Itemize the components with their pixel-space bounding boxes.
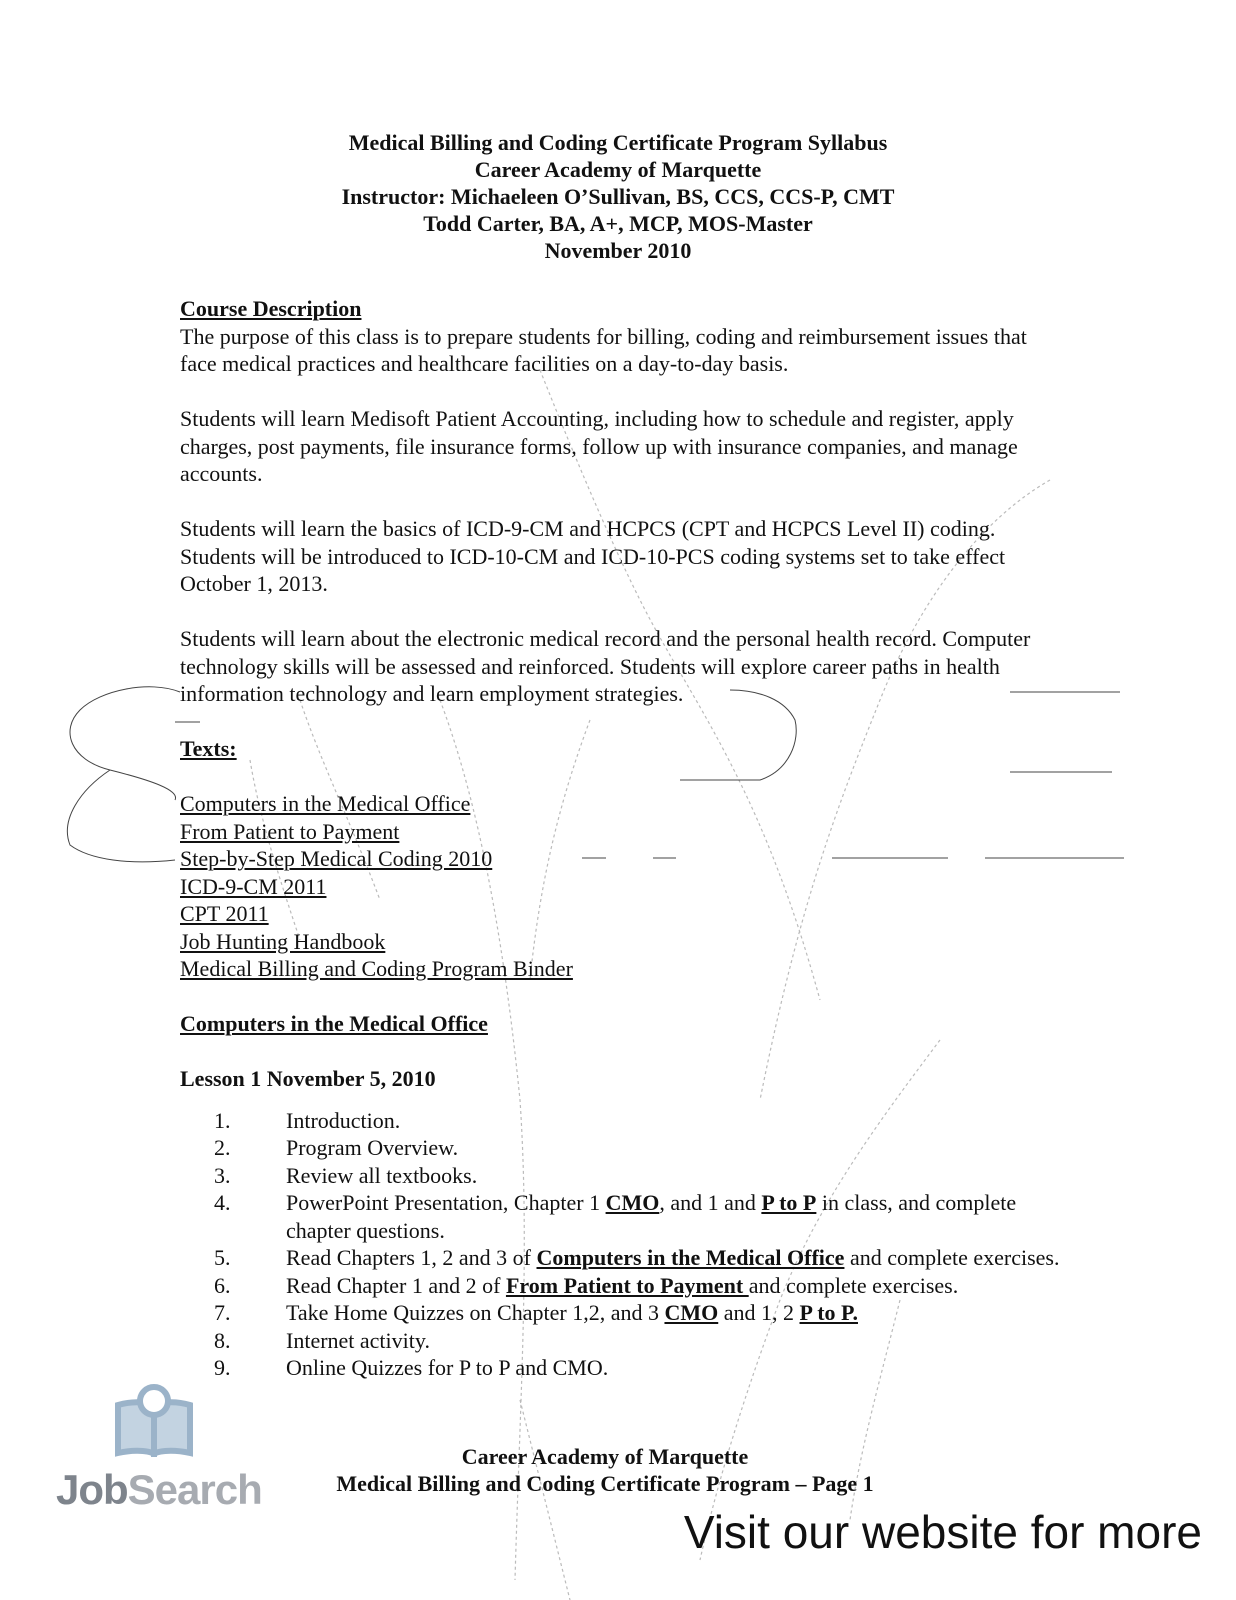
text-item: Medical Billing and Coding Program Binder — [180, 956, 573, 981]
description-paragraph: The purpose of this class is to prepare students for billing, coding and reimbursement issues that face medical practices and healthcare facilities on a day-to-day basis. — [180, 323, 1027, 376]
lesson-title: Lesson 1 November 5, 2010 — [180, 1066, 436, 1091]
instructor-line: Instructor: Michaeleen O’Sullivan, BS, CCS, CCS-P, CMT — [341, 184, 895, 209]
lesson-item-text: Read Chapters 1, 2 and 3 of — [286, 1245, 537, 1270]
coinstructor-line: Todd Carter, BA, A+, MCP, MOS-Master — [423, 211, 813, 236]
lesson-item-number: 1. — [214, 1107, 231, 1133]
text-item: From Patient to Payment — [180, 818, 400, 844]
textbook-reference: From Patient to Payment — [505, 1272, 749, 1298]
textbook-reference: P to P — [761, 1190, 817, 1215]
text-item: Computers in the Medical Office — [180, 791, 471, 816]
texts-list — [180, 790, 1060, 983]
lesson-item — [180, 1354, 1060, 1382]
lesson-item-text: Take Home Quizzes on Chapter 1,2, and 3 — [286, 1300, 665, 1325]
lesson-item-text: and complete exercises. — [844, 1245, 1060, 1270]
lesson-item-text: PowerPoint Presentation, Chapter 1 — [286, 1190, 606, 1215]
description-paragraph: Students will learn the basics of ICD-9-CM and HCPCS (CPT and HCPCS Level II) coding. Students will be introduced to ICD-10-CM and ICD-10-PCS coding systems set to take effect October 1, 2013. — [180, 516, 1006, 596]
text-item: ICD-9-CM 2011 — [180, 873, 327, 899]
syllabus-body — [180, 295, 1060, 1382]
lesson-item-text: Online Quizzes for P to P and CMO. — [286, 1355, 609, 1380]
lesson-item-text: Review all textbooks. — [286, 1162, 478, 1188]
lesson-item — [180, 1299, 1060, 1327]
syllabus-header — [0, 129, 1236, 264]
textbook-reference: CMO — [664, 1300, 719, 1325]
lesson-item — [180, 1107, 1060, 1135]
texts-heading: Texts: — [180, 736, 237, 761]
textbook-reference: P to P. — [799, 1300, 858, 1325]
course-description-heading: Course Description — [180, 296, 362, 321]
footer-program-page: Medical Billing and Coding Certificate Program – Page 1 — [336, 1471, 874, 1496]
lesson-item — [180, 1244, 1060, 1272]
lesson-item-number: 8. — [214, 1327, 231, 1353]
program-title: Medical Billing and Coding Certificate Program Syllabus — [348, 130, 888, 155]
description-paragraph: Students will learn Medisoft Patient Accounting, including how to schedule and register, apply charges, post payments, file insurance forms, follow up with insurance companies, and manage accounts. — [180, 406, 1018, 486]
lesson-item — [180, 1134, 1060, 1162]
section-heading: Computers in the Medical Office — [180, 1011, 488, 1036]
description-paragraph: Students will learn about the electronic medical record and the personal health record. Computer technology skills will be assessed and reinforced. Students will explore career paths in health information technology and learn employment strategies. — [180, 626, 1031, 706]
footer-school: Career Academy of Marquette — [461, 1444, 749, 1469]
lesson-item — [180, 1272, 1060, 1300]
lesson-item-number: 3. — [214, 1162, 231, 1188]
school-name: Career Academy of Marquette — [474, 157, 762, 182]
visit-website-banner[interactable]: Visit our website for more — [683, 1506, 1202, 1558]
lesson-item-text: and 1, 2 — [718, 1300, 800, 1325]
lesson-item-number: 9. — [214, 1355, 231, 1380]
lesson-item-text: Internet activity. — [286, 1327, 430, 1353]
lesson-item-text: Program Overview. — [286, 1135, 459, 1160]
lesson-item-number: 4. — [214, 1190, 231, 1215]
lesson-item — [180, 1189, 1060, 1244]
lesson-item-text: Read Chapter 1 and 2 of — [286, 1272, 506, 1298]
lesson-item — [180, 1162, 1060, 1190]
text-item: Job Hunting Handbook — [180, 928, 386, 954]
lesson-item-text: in class, and complete chapter questions. — [286, 1190, 1017, 1243]
lesson-item-text: , and 1 and — [659, 1190, 762, 1215]
text-item: Step-by-Step Medical Coding 2010 — [180, 846, 493, 871]
lesson-item-number: 5. — [214, 1245, 231, 1270]
lesson-item-number: 6. — [214, 1272, 231, 1298]
lesson-item-text: Introduction. — [286, 1107, 401, 1133]
textbook-reference: CMO — [605, 1190, 660, 1215]
lesson-item-number: 2. — [214, 1135, 231, 1160]
syllabus-date: November 2010 — [544, 238, 692, 263]
text-item: CPT 2011 — [180, 901, 269, 926]
lesson-item-text: and complete exercises. — [748, 1272, 959, 1298]
lesson-item-number: 7. — [214, 1300, 231, 1325]
textbook-reference: Computers in the Medical Office — [536, 1245, 845, 1270]
lesson-list — [180, 1107, 1060, 1382]
lesson-item — [180, 1327, 1060, 1355]
jobsearch-logo: JobSearch — [56, 1466, 262, 1513]
